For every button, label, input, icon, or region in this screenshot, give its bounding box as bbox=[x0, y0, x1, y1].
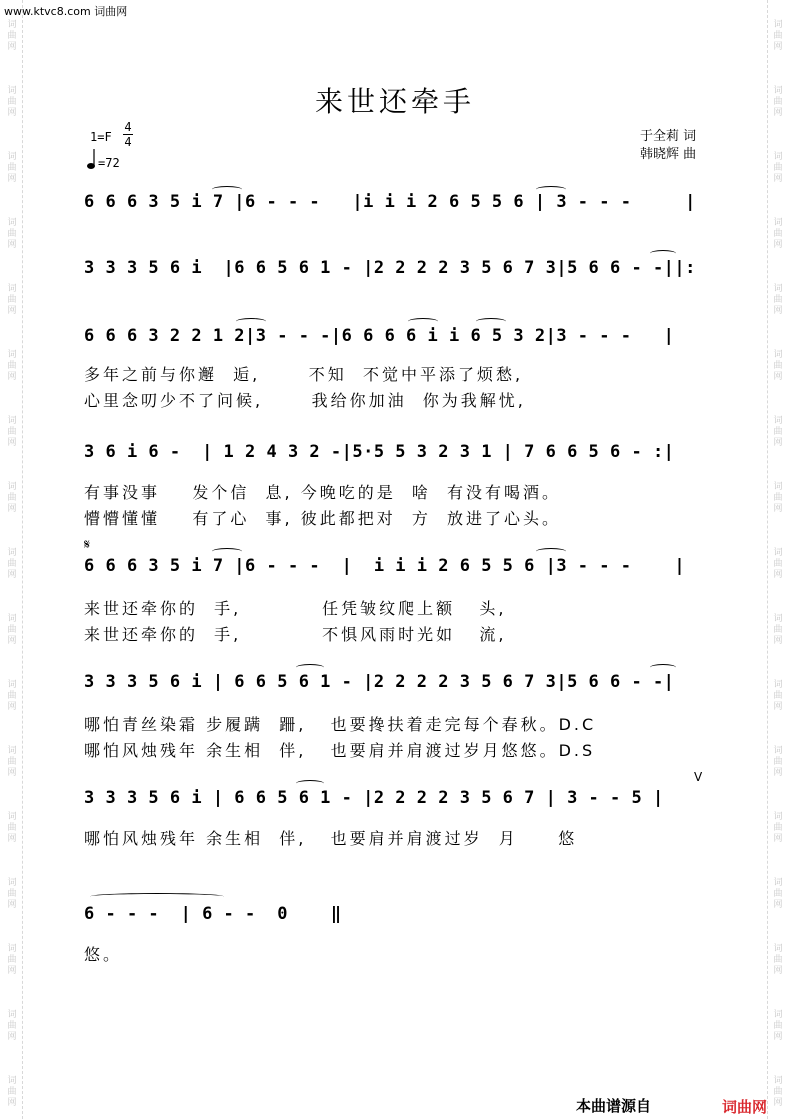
tie-arc bbox=[90, 893, 224, 900]
watermark-column-left bbox=[2, 0, 23, 1119]
watermark-text: 词 曲 网 bbox=[773, 152, 783, 184]
notation-line-3: 6 6 6 3 2 2 1 2|3 - - -|6 6 6 6 i i 6 5 3 2|3 - - - | bbox=[84, 326, 675, 346]
watermark-text: 词 曲 网 bbox=[7, 1010, 17, 1042]
watermark-text: 词 曲 网 bbox=[7, 680, 17, 712]
notation-line-4: 3 6 i 6 - | 1 2 4 3 2 -|5·5 5 3 2 3 1 | 7 6 6 5 6 - :| bbox=[84, 442, 675, 462]
watermark-text: 词 曲 网 bbox=[773, 614, 783, 646]
watermark-text: 词 曲 网 bbox=[773, 218, 783, 250]
watermark-text: 词 曲 网 bbox=[7, 416, 17, 448]
watermark-text: 词 曲 网 bbox=[7, 1076, 17, 1108]
notation-line-6: 3 3 3 5 6 i | 6 6 5 6 1 - |2 2 2 2 3 5 6 7 3|5 6 6 - -| bbox=[84, 672, 675, 692]
lyric-line-8: 悠。 bbox=[84, 945, 123, 964]
watermark-text: 词 曲 网 bbox=[7, 944, 17, 976]
watermark-text: 词 曲 网 bbox=[773, 482, 783, 514]
watermark-text: 词 曲 网 bbox=[773, 746, 783, 778]
site-logo[interactable]: 词曲网 bbox=[722, 1098, 768, 1116]
watermark-text: 词 曲 网 bbox=[7, 152, 17, 184]
tie-arc bbox=[212, 548, 242, 555]
lyric-line-3-verse-1: 多年之前与你邂 逅, 不知 不觉中平添了烦愁, bbox=[84, 365, 524, 384]
watermark-text: 词 曲 网 bbox=[773, 1076, 783, 1108]
lyricist: 于全莉 词 bbox=[640, 129, 697, 144]
notation-line-5: 6 6 6 3 5 i 7 |6 - - - | i i i 2 6 5 5 6 |3 - - - | bbox=[84, 556, 686, 576]
watermark-text: 词 曲 网 bbox=[7, 218, 17, 250]
watermark-text: 词 曲 网 bbox=[773, 86, 783, 118]
source-label: 本曲谱源自 bbox=[576, 1097, 652, 1115]
lyric-line-6-verse-2: 哪怕风烛残年 余生相 伴, 也要肩并肩渡过岁月悠悠。D.S bbox=[84, 741, 596, 760]
time-numerator: 4 bbox=[124, 120, 132, 134]
watermark-text: 词 曲 网 bbox=[773, 878, 783, 910]
tie-arc bbox=[296, 664, 324, 671]
watermark-text: 词 曲 网 bbox=[773, 548, 783, 580]
tie-arc bbox=[650, 250, 676, 257]
tempo-value: =72 bbox=[98, 156, 120, 170]
watermark-text: 词 曲 网 bbox=[773, 1010, 783, 1042]
watermark-text: 词 曲 网 bbox=[7, 20, 17, 52]
notation-line-8: 6 - - - | 6 - - 0 ‖ bbox=[84, 904, 342, 924]
tie-arc bbox=[212, 186, 242, 193]
breath-mark: V bbox=[694, 770, 703, 784]
tie-arc bbox=[536, 548, 566, 555]
watermark-text: 词 曲 网 bbox=[7, 284, 17, 316]
watermark-text: 词 曲 网 bbox=[773, 680, 783, 712]
watermark-text: 词 曲 网 bbox=[7, 812, 17, 844]
watermark-text: 词 曲 网 bbox=[773, 416, 783, 448]
watermark-text: 词 曲 网 bbox=[773, 350, 783, 382]
time-signature bbox=[123, 120, 133, 149]
tie-arc bbox=[476, 318, 506, 325]
lyric-line-4-verse-2: 懵懵懂懂 有了心 事, 彼此都把对 方 放进了心头。 bbox=[84, 509, 562, 528]
quarter-note-icon bbox=[86, 148, 96, 170]
watermark-text: 词 曲 网 bbox=[7, 548, 17, 580]
lyric-line-7: 哪怕风烛残年 余生相 伴, 也要肩并肩渡过岁 月 悠 bbox=[84, 829, 578, 848]
lyric-line-4-verse-1: 有事没事 发个信 息, 今晚吃的是 啥 有没有喝酒。 bbox=[84, 483, 562, 502]
credits bbox=[640, 128, 696, 164]
lyric-line-5-verse-1: 来世还牵你的 手, 任凭皱纹爬上额 头, bbox=[84, 599, 507, 618]
time-denominator: 4 bbox=[124, 135, 132, 149]
tie-arc bbox=[236, 318, 266, 325]
lyric-line-3-verse-2: 心里念叨少不了问候, 我给你加油 你为我解忧, bbox=[84, 391, 526, 410]
tie-arc bbox=[650, 664, 676, 671]
tie-arc bbox=[408, 318, 438, 325]
notation-line-1: 6 6 6 3 5 i 7 |6 - - - |i i i 2 6 5 5 6 | 3 - - - | bbox=[84, 192, 696, 212]
site-url: www.ktvc8.com 词曲网 bbox=[4, 5, 128, 18]
composer: 韩晓辉 曲 bbox=[640, 147, 697, 162]
watermark-text: 词 曲 网 bbox=[7, 746, 17, 778]
watermark-text: 词 曲 网 bbox=[773, 944, 783, 976]
watermark-text: 词 曲 网 bbox=[7, 86, 17, 118]
watermark-text: 词 曲 网 bbox=[773, 20, 783, 52]
watermark-text: 词 曲 网 bbox=[773, 284, 783, 316]
lyric-line-6-verse-1: 哪怕青丝染霜 步履蹒 跚, 也要搀扶着走完每个春秋。D.C bbox=[84, 715, 597, 734]
song-title: 来世还牵手 bbox=[314, 85, 475, 118]
watermark-text: 词 曲 网 bbox=[7, 614, 17, 646]
watermark-text: 词 曲 网 bbox=[7, 482, 17, 514]
watermark-text: 词 曲 网 bbox=[773, 812, 783, 844]
tie-arc bbox=[296, 780, 324, 787]
notation-line-2: 3 3 3 5 6 i |6 6 5 6 1 - |2 2 2 2 3 5 6 7 3|5 6 6 - -||: bbox=[84, 258, 696, 278]
watermark-column-right bbox=[767, 0, 788, 1119]
key-signature: 1=F bbox=[90, 130, 112, 144]
segno-sign: 𝄋 bbox=[84, 537, 91, 553]
notation-line-7: 3 3 3 5 6 i | 6 6 5 6 1 - |2 2 2 2 3 5 6 7 | 3 - - 5 | bbox=[84, 788, 664, 808]
tie-arc bbox=[536, 186, 566, 193]
lyric-line-5-verse-2: 来世还牵你的 手, 不惧风雨时光如 流, bbox=[84, 625, 507, 644]
watermark-text: 词 曲 网 bbox=[7, 350, 17, 382]
watermark-text: 词 曲 网 bbox=[7, 878, 17, 910]
tempo-mark bbox=[86, 148, 146, 170]
